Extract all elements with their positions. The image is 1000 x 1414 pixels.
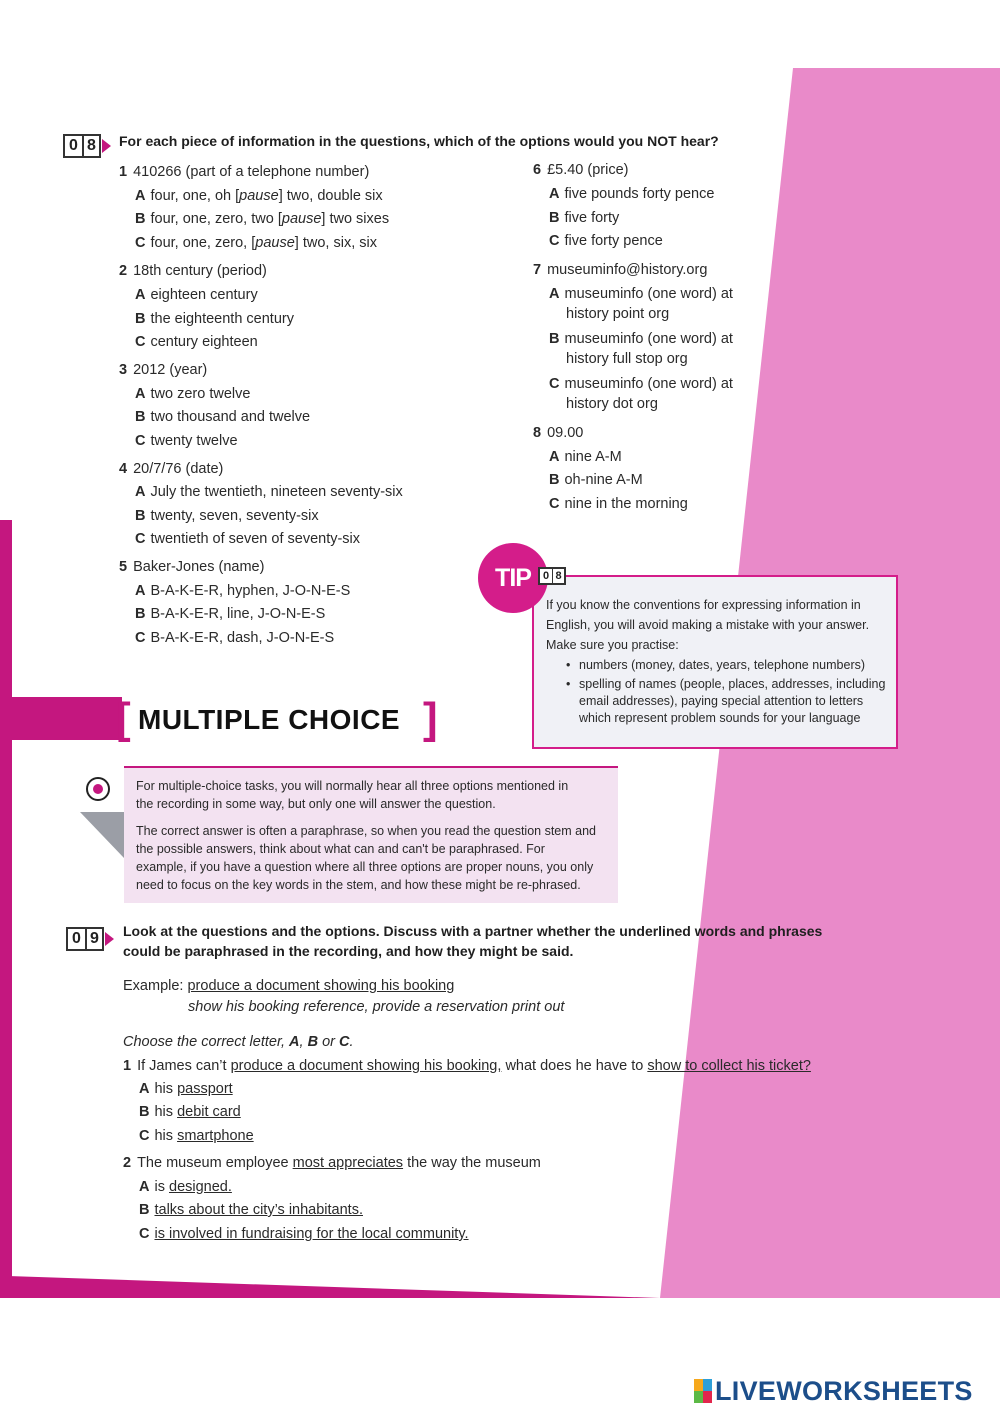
option-text: four, one, oh [: [150, 188, 240, 204]
tip-bullet-2-line-2: email addresses), paying special attention to letters: [579, 694, 864, 708]
ex09-question-2: [123, 1153, 541, 1173]
option-letter: A: [139, 1179, 150, 1195]
ex09-option-1b[interactable]: [139, 1102, 241, 1122]
option-4c[interactable]: [135, 529, 360, 549]
option-6a[interactable]: [549, 184, 714, 204]
option-letter: B: [139, 1202, 150, 1218]
option-8b[interactable]: [549, 470, 643, 490]
option-text: twenty twelve: [150, 433, 238, 449]
option-letter: A: [549, 449, 560, 465]
question-3: [119, 360, 207, 380]
option-text: five forty pence: [564, 233, 663, 249]
ex09-option-2c[interactable]: [139, 1224, 469, 1244]
option-letter: C: [549, 376, 560, 392]
ex09-option-2a[interactable]: [139, 1177, 232, 1197]
tip-bullet-2-line-3: which represent problem sounds for your language: [579, 711, 861, 725]
or-text: or: [322, 1034, 335, 1050]
option-text: history full stop org: [566, 351, 688, 367]
option-text: ] two sixes: [321, 211, 390, 227]
option-text: nine in the morning: [564, 496, 688, 512]
option-letter: C: [139, 1226, 150, 1242]
ex09-option-1c[interactable]: [139, 1126, 254, 1146]
option-text: five forty: [564, 210, 620, 226]
option-text: twenty, seven, seventy-six: [150, 508, 319, 524]
exercise-09-number: [66, 927, 114, 951]
question-text: what does he have to: [505, 1058, 644, 1074]
option-5b[interactable]: [135, 604, 325, 624]
option-text: July the twentieth, nineteen seventy-six: [150, 484, 403, 500]
option-letter: B: [139, 1104, 150, 1120]
option-7c[interactable]: [549, 374, 733, 414]
question-text: 18th century (period): [133, 263, 267, 279]
info-p1-line-2: the recording in some way, but only one will answer the question.: [136, 797, 496, 811]
example-label: Example:: [123, 978, 184, 994]
option-text: eighteen century: [150, 287, 258, 303]
info-p1-line-1: For multiple-choice tasks, you will normally hear all three options mentioned in: [136, 779, 569, 793]
question-4: [119, 459, 223, 479]
letter-a: A: [289, 1034, 300, 1050]
question-text: The museum employee: [137, 1155, 289, 1171]
underlined-phrase: produce a document showing his booking,: [230, 1058, 502, 1074]
option-2a[interactable]: [135, 285, 258, 305]
digit: 9: [85, 929, 102, 949]
option-2b[interactable]: [135, 309, 294, 329]
example-answer: show his booking reference, provide a reservation print out: [188, 999, 565, 1015]
info-p2-line-3: example, if you have a question where all three options are proper nouns, you only: [136, 860, 594, 874]
play-arrow-icon: [105, 932, 114, 946]
option-text: five pounds forty pence: [564, 186, 715, 202]
option-letter: A: [139, 1081, 150, 1097]
option-text: his: [154, 1081, 174, 1097]
option-text: his: [154, 1128, 174, 1144]
option-7b[interactable]: [549, 329, 733, 369]
option-letter: A: [549, 286, 560, 302]
option-letter: B: [135, 211, 146, 227]
option-letter: C: [135, 235, 146, 251]
option-letter: C: [549, 233, 560, 249]
option-text: the eighteenth century: [150, 311, 294, 327]
option-letter: B: [549, 210, 560, 226]
option-letter: C: [135, 334, 146, 350]
option-3c[interactable]: [135, 431, 238, 451]
icon-square: [694, 1391, 703, 1403]
digit: 8: [82, 136, 99, 156]
option-1b[interactable]: [135, 209, 389, 229]
question-text: If James can’t: [137, 1058, 227, 1074]
underlined-phrase: passport: [177, 1081, 233, 1097]
icon-square: [703, 1391, 712, 1403]
option-text: century eighteen: [150, 334, 258, 350]
bracket-open: [: [116, 694, 131, 743]
option-letter: A: [549, 186, 560, 202]
underlined-phrase: show to collect his ticket?: [647, 1058, 811, 1074]
example-line: [123, 976, 454, 996]
option-8a[interactable]: [549, 447, 622, 467]
option-text: nine A-M: [564, 449, 622, 465]
question-number: 8: [533, 425, 542, 441]
letter-c: C: [339, 1034, 350, 1050]
option-text: museuminfo (one word) at: [564, 331, 733, 347]
option-letter: B: [549, 331, 560, 347]
question-number: 1: [123, 1058, 132, 1074]
option-text: two zero twelve: [150, 386, 251, 402]
liveworksheets-icon: [694, 1379, 712, 1403]
choose-text: Choose the correct letter,: [123, 1034, 285, 1050]
exercise-09-instruction-line-2: could be paraphrased in the recording, and how they might be said.: [123, 943, 574, 959]
option-6c[interactable]: [549, 231, 663, 251]
digit: 8: [552, 569, 564, 583]
question-text: 410266 (part of a telephone number): [133, 164, 370, 180]
bullet-text: spelling of names (people, places, addresses, including: [579, 677, 886, 691]
question-text: 2012 (year): [133, 362, 208, 378]
option-letter: A: [135, 583, 146, 599]
question-8: [533, 423, 583, 443]
underlined-phrase: talks about the city’s inhabitants.: [154, 1202, 363, 1218]
underlined-phrase: designed.: [169, 1179, 232, 1195]
option-text: museuminfo (one word) at: [564, 376, 733, 392]
example-phrase: produce a document showing his booking: [187, 978, 455, 994]
exercise-09-instruction-line-1: Look at the questions and the options. Discuss with a partner whether the underlined words and phrases: [123, 923, 823, 939]
digit: 0: [542, 570, 550, 582]
tip-number: [538, 567, 566, 585]
tip-line-3: Make sure you practise:: [546, 638, 679, 652]
option-text: four, one, zero, two [: [150, 211, 282, 227]
option-text: B-A-K-E-R, line, J-O-N-E-S: [150, 606, 326, 622]
option-letter: B: [135, 311, 146, 327]
option-text: history dot org: [566, 396, 658, 412]
option-1a[interactable]: [135, 186, 383, 206]
option-letter: C: [549, 496, 560, 512]
info-p2-line-2: the possible answers, think about what can and can't be paraphrased. For: [136, 842, 545, 856]
option-5a[interactable]: [135, 581, 350, 601]
digit: 0: [72, 930, 81, 947]
ex09-option-2b[interactable]: [139, 1200, 363, 1220]
icon-square: [703, 1379, 712, 1391]
option-6b[interactable]: [549, 208, 619, 228]
exercise-08-number: [63, 134, 111, 158]
question-text: Baker-Jones (name): [133, 559, 265, 575]
option-text: is: [154, 1179, 165, 1195]
question-number: 5: [119, 559, 128, 575]
question-5: [119, 557, 264, 577]
tip-bullet-1: [566, 656, 866, 674]
question-number: 6: [533, 162, 542, 178]
question-text: museuminfo@history.org: [547, 262, 708, 278]
tip-bullet-2: [566, 675, 886, 693]
question-text: £5.40 (price): [547, 162, 629, 178]
option-text: ] two, six, six: [294, 235, 377, 251]
question-number: 3: [119, 362, 128, 378]
option-letter: B: [135, 508, 146, 524]
option-text: B-A-K-E-R, dash, J-O-N-E-S: [150, 630, 335, 646]
period: .: [349, 1034, 354, 1050]
liveworksheets-logo[interactable]: [694, 1376, 973, 1406]
tip-line-2: English, you will avoid making a mistake with your answer.: [546, 618, 870, 632]
question-1: [119, 162, 369, 182]
question-number: 2: [119, 263, 128, 279]
option-letter: A: [135, 484, 146, 500]
question-text: the way the museum: [407, 1155, 541, 1171]
option-text: two thousand and twelve: [150, 409, 311, 425]
option-letter: B: [135, 409, 146, 425]
question-number: 4: [119, 461, 128, 477]
option-letter: C: [139, 1128, 150, 1144]
info-p2-line-4: need to focus on the key words in the stem, and how these might be re-phrased.: [136, 878, 581, 892]
option-text: four, one, zero, [: [150, 235, 256, 251]
tip-badge: TIP: [478, 543, 548, 613]
option-1c[interactable]: [135, 233, 377, 253]
digit: 0: [69, 137, 78, 154]
option-letter: C: [135, 531, 146, 547]
option-text: B-A-K-E-R, hyphen, J-O-N-E-S: [150, 583, 351, 599]
underlined-phrase: is involved in fundraising for the local community.: [154, 1226, 469, 1242]
option-text: museuminfo (one word) at: [564, 286, 733, 302]
question-2: [119, 261, 267, 281]
option-emphasis: pause: [239, 188, 279, 204]
option-3a[interactable]: [135, 384, 250, 404]
option-text: twentieth of seven of seventy-six: [150, 531, 361, 547]
option-8c[interactable]: [549, 494, 688, 514]
option-letter: A: [135, 188, 146, 204]
ex09-question-1: [123, 1056, 811, 1076]
bullet-icon: •: [566, 677, 571, 691]
question-text: 20/7/76 (date): [133, 461, 224, 477]
ex09-option-1a[interactable]: [139, 1079, 233, 1099]
option-4a[interactable]: [135, 482, 403, 502]
option-letter: A: [135, 386, 146, 402]
icon-square: [694, 1379, 703, 1391]
question-6: [533, 160, 628, 180]
option-4b[interactable]: [135, 506, 319, 526]
target-icon: [86, 777, 110, 801]
section-title: MULTIPLE CHOICE: [138, 704, 401, 735]
option-3b[interactable]: [135, 407, 310, 427]
bullet-text: numbers (money, dates, years, telephone numbers): [579, 658, 866, 672]
option-letter: B: [549, 472, 560, 488]
option-2c[interactable]: [135, 332, 258, 352]
letter-b: B: [307, 1034, 319, 1050]
option-letter: A: [135, 287, 146, 303]
logo-text: LIVEWORKSHEETS: [715, 1376, 973, 1406]
option-text: ] two, double six: [278, 188, 383, 204]
question-text: 09.00: [547, 425, 584, 441]
section-band: [0, 697, 122, 740]
question-number: 7: [533, 262, 542, 278]
play-arrow-icon: [102, 139, 111, 153]
bullet-icon: •: [566, 658, 571, 672]
tip-line-1: If you know the conventions for expressing information in: [546, 598, 861, 612]
option-emphasis: pause: [255, 235, 295, 251]
comma: ,: [299, 1034, 304, 1050]
underlined-phrase: smartphone: [177, 1128, 254, 1144]
option-text: his: [154, 1104, 174, 1120]
question-7: [533, 260, 707, 280]
question-number: 2: [123, 1155, 132, 1171]
underlined-phrase: debit card: [177, 1104, 241, 1120]
option-7a[interactable]: [549, 284, 733, 324]
bracket-close: ]: [423, 694, 438, 743]
question-number: 1: [119, 164, 128, 180]
option-text: oh-nine A-M: [564, 472, 643, 488]
option-letter: B: [135, 606, 146, 622]
exercise-08-instruction: For each piece of information in the questions, which of the options would you NOT hear?: [119, 133, 719, 149]
option-text: history point org: [566, 306, 670, 322]
option-letter: C: [135, 433, 146, 449]
option-letter: C: [135, 630, 146, 646]
choose-instruction: [123, 1032, 354, 1052]
option-emphasis: pause: [281, 211, 322, 227]
option-5c[interactable]: [135, 628, 334, 648]
underlined-phrase: most appreciates: [292, 1155, 404, 1171]
info-p2-line-1: The correct answer is often a paraphrase, so when you read the question stem and: [136, 824, 596, 838]
